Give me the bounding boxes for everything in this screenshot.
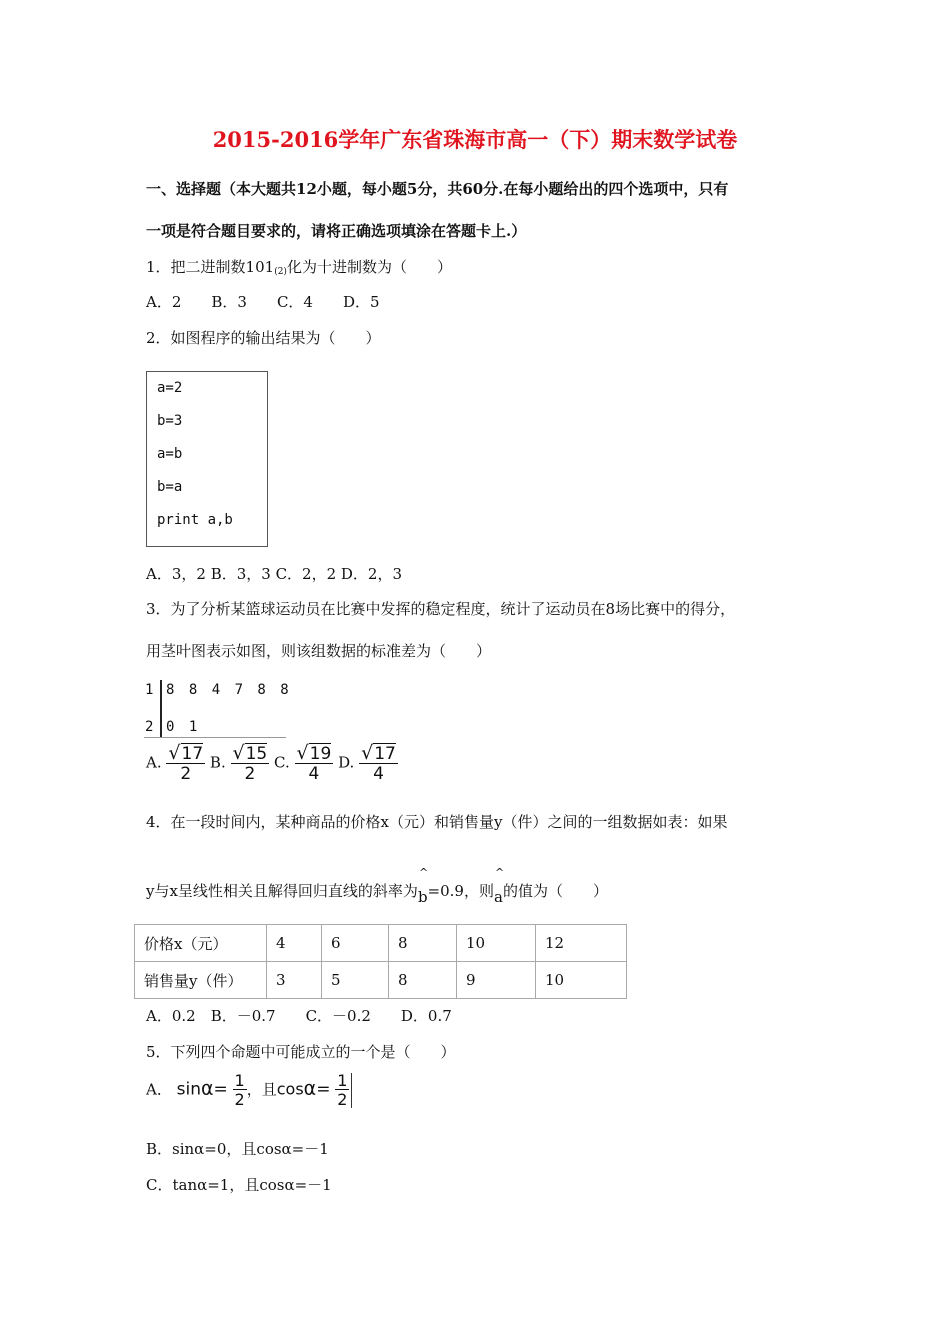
table-cell: 6 — [322, 925, 389, 962]
alpha-symbol: α — [303, 1077, 317, 1100]
question-2-stem: 2．如图程序的输出结果为（ ） — [146, 329, 381, 347]
question-4-options: A．0.2 B．－0.7 C．－0.2 D．0.7 — [146, 1007, 452, 1025]
question-3-stem-line1: 3．为了分析某篮球运动员在比赛中发挥的稳定程度，统计了运动员在8场比赛中的得分， — [146, 600, 736, 618]
table-cell: 销售量y（件） — [135, 962, 267, 999]
table-cell: 4 — [267, 925, 322, 962]
table-row — [135, 962, 627, 999]
question-4-text: y与x呈线性相关且解得回归直线的斜率为 — [146, 882, 418, 900]
code-line: a=b — [157, 446, 183, 462]
option-d-label: D. — [338, 753, 355, 772]
stem-value: 1 — [145, 682, 154, 698]
question-5-option-c: C．tanα=1，且cosα=－1 — [146, 1176, 332, 1194]
leaf-values: 0 1 — [166, 719, 201, 735]
table-cell: 10 — [457, 925, 536, 962]
question-2-options: A．3，2 B．3，3 C．2，2 D．2，3 — [146, 565, 403, 583]
question-4-stem-line1: 4．在一段时间内，某种商品的价格x（元）和销售量y（件）之间的一组数据如表：如果 — [146, 813, 728, 831]
alpha-symbol: α — [200, 1077, 214, 1100]
fraction-sqrt17-over-4: $\frac{√17}{4}$ — [361, 742, 396, 784]
table-cell: 12 — [536, 925, 627, 962]
section-heading-line1: 一、选择题（本大题共12小题，每小题5分，共60分.在每小题给出的四个选项中，只有 — [146, 180, 729, 198]
question-1-stem-text: 1．把二进制数101 — [146, 258, 275, 276]
table-cell: 8 — [389, 962, 457, 999]
option-c-label: C. — [274, 753, 290, 772]
question-5-option-a — [146, 1073, 352, 1108]
a-hat-symbol: ^ a — [493, 866, 505, 906]
program-code-box — [146, 371, 268, 547]
question-1-stem-tail: 化为十进制数为（ ） — [286, 258, 452, 276]
table-cell: 3 — [267, 962, 322, 999]
question-1-options: A．2 B．3 C．4 D．5 — [146, 293, 380, 311]
and-text: ，且 — [246, 1080, 277, 1099]
section-heading-line2: 一项是符合题目要求的，请将正确选项填涂在答题卡上.） — [146, 222, 527, 240]
fraction-one-half: $\frac{1}{2}$ — [335, 1073, 352, 1108]
table-row — [135, 925, 627, 962]
exam-title: 2015-2016学年广东省珠海市高一（下）期末数学试卷 — [212, 127, 738, 152]
sin-function: sin — [176, 1079, 201, 1100]
code-line: b=a — [157, 479, 183, 495]
question-1-stem — [146, 256, 452, 277]
stem-leaf-divider — [160, 680, 162, 738]
question-4-text: =0.9，则 — [427, 882, 494, 900]
equals-sign: = — [316, 1079, 331, 1100]
stem-leaf-baseline — [144, 737, 286, 738]
table-cell: 价格x（元） — [135, 925, 267, 962]
question-4-text: 的值为（ ） — [502, 882, 608, 900]
code-line: b=3 — [157, 413, 183, 429]
fraction-sqrt19-over-4: $\frac{√19}{4}$ — [296, 742, 332, 784]
price-sales-table — [134, 924, 627, 999]
question-3-options — [146, 744, 398, 783]
equals-sign: = — [213, 1079, 228, 1100]
code-line: a=2 — [157, 380, 183, 396]
b-hat-symbol: ^ b — [417, 866, 429, 906]
table-cell: 5 — [322, 962, 389, 999]
fraction-sqrt17-over-2: $\frac{√17}{2}$ — [168, 742, 204, 784]
option-a-label: A. — [146, 753, 162, 772]
question-5-stem: 5．下列四个命题中可能成立的一个是（ ） — [146, 1043, 456, 1061]
fraction-sqrt15-over-2: $\frac{√15}{2}$ — [232, 742, 268, 784]
cos-function: cos — [276, 1079, 304, 1099]
fraction-one-half: $\frac{1}{2}$ — [234, 1071, 245, 1109]
table-cell: 9 — [457, 962, 536, 999]
option-b-label: B. — [209, 753, 226, 772]
option-a-label: A． — [146, 1080, 172, 1099]
leaf-values: 8 8 4 7 8 8 — [166, 682, 292, 698]
question-3-stem-line2: 用茎叶图表示如图，则该组数据的标准差为（ ） — [146, 642, 492, 660]
table-cell: 8 — [389, 925, 457, 962]
question-4-stem-line2 — [146, 866, 608, 906]
base-subscript: (2) — [274, 267, 287, 277]
table-cell: 10 — [536, 962, 627, 999]
stem-value: 2 — [145, 719, 154, 735]
question-5-option-b: B．sinα=0，且cosα=－1 — [146, 1140, 329, 1158]
code-line: print a,b — [157, 512, 233, 528]
